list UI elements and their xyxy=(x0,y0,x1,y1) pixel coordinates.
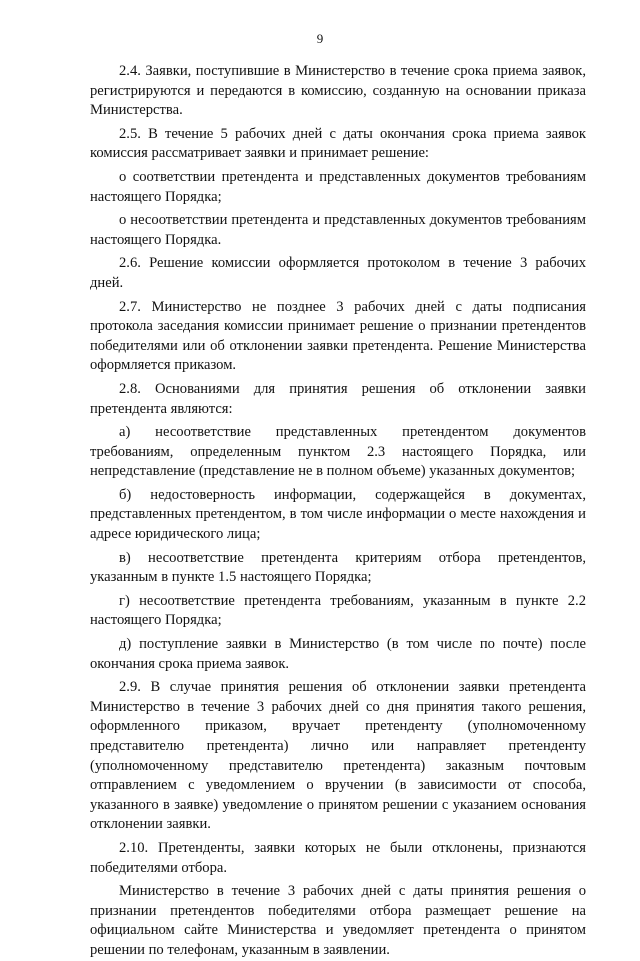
paragraph-2-10: 2.10. Претенденты, заявки которых не были отклонены, признаются победителями отбора. xyxy=(90,839,586,876)
paragraph-2-8-a: а) несоответствие представленных претендентом документов требованиям, определенным пунктом 2.3 настоящего Порядка, или непредставление (представление не в полном объеме) указанных документов; xyxy=(90,424,586,480)
paragraph-2-5: 2.5. В течение 5 рабочих дней с даты окончания срока приема заявок комиссия рассматривает заявки и принимает решение: xyxy=(90,125,586,162)
paragraph-2-8-g: г) несоответствие претендента требованиям, указанным в пункте 2.2 настоящего Порядка; xyxy=(90,592,586,629)
paragraph-2-7: 2.7. Министерство не позднее 3 рабочих дней с даты подписания протокола заседания комиссии принимает решение о признании претендентов победителями или об отклонении заявки претендента. Решение Министерства оформляется приказом. xyxy=(90,298,586,374)
paragraph-2-4: 2.4. Заявки, поступившие в Министерство в течение срока приема заявок, регистрируются и передаются в комиссию, созданную на основании приказа Министерства. xyxy=(90,63,586,119)
paragraph-2-6: 2.6. Решение комиссии оформляется протоколом в течение 3 рабочих дней. xyxy=(90,255,586,291)
paragraph-2-9: 2.9. В случае принятия решения об отклонении заявки претендента Министерство в течение 3 рабочих дней со дня принятия такого решения, оформленного приказом, вручает претенденту (уполномоченному представителю претендента) лично или направляет претенденту (уполномоченному представителю претендента) заказным почтовым отправлением с уведомлением о вручении (в зависимости от способа, указанного в заявке) уведомление о принятом решении с указанием основания отклонении заявки. xyxy=(90,679,586,833)
paragraph-2-10-publication: Министерство в течение 3 рабочих дней с даты принятия решения о признании претендентов победителями отбора размещает решение на официальном сайте Министерства и уведомляет претендента о принятом решении по телефонам, указанным в заявлении. xyxy=(90,883,586,958)
paragraph-2-5-compliance: о соответствии претендента и представленных документов требованиям настоящего Порядка; xyxy=(90,168,586,205)
paragraph-2-5-noncompliance: о несоответствии претендента и представленных документов требованиям настоящего Порядка. xyxy=(90,212,586,248)
document-body xyxy=(90,62,586,961)
paragraph-2-8-d: д) поступление заявки в Министерство (в том числе по почте) после окончания срока приема заявок. xyxy=(90,636,586,672)
paragraph-2-8-v: в) несоответствие претендента критериям отбора претендентов, указанным в пункте 1.5 настоящего Порядка; xyxy=(90,549,586,586)
paragraph-2-8-b: б) недостоверность информации, содержащейся в документах, представленных претендентом, в том числе информации о месте нахождения и адресе юридического лица; xyxy=(90,486,586,543)
page-number: 9 xyxy=(316,31,324,46)
paragraph-2-8: 2.8. Основаниями для принятия решения об отклонении заявки претендента являются: xyxy=(90,380,586,417)
